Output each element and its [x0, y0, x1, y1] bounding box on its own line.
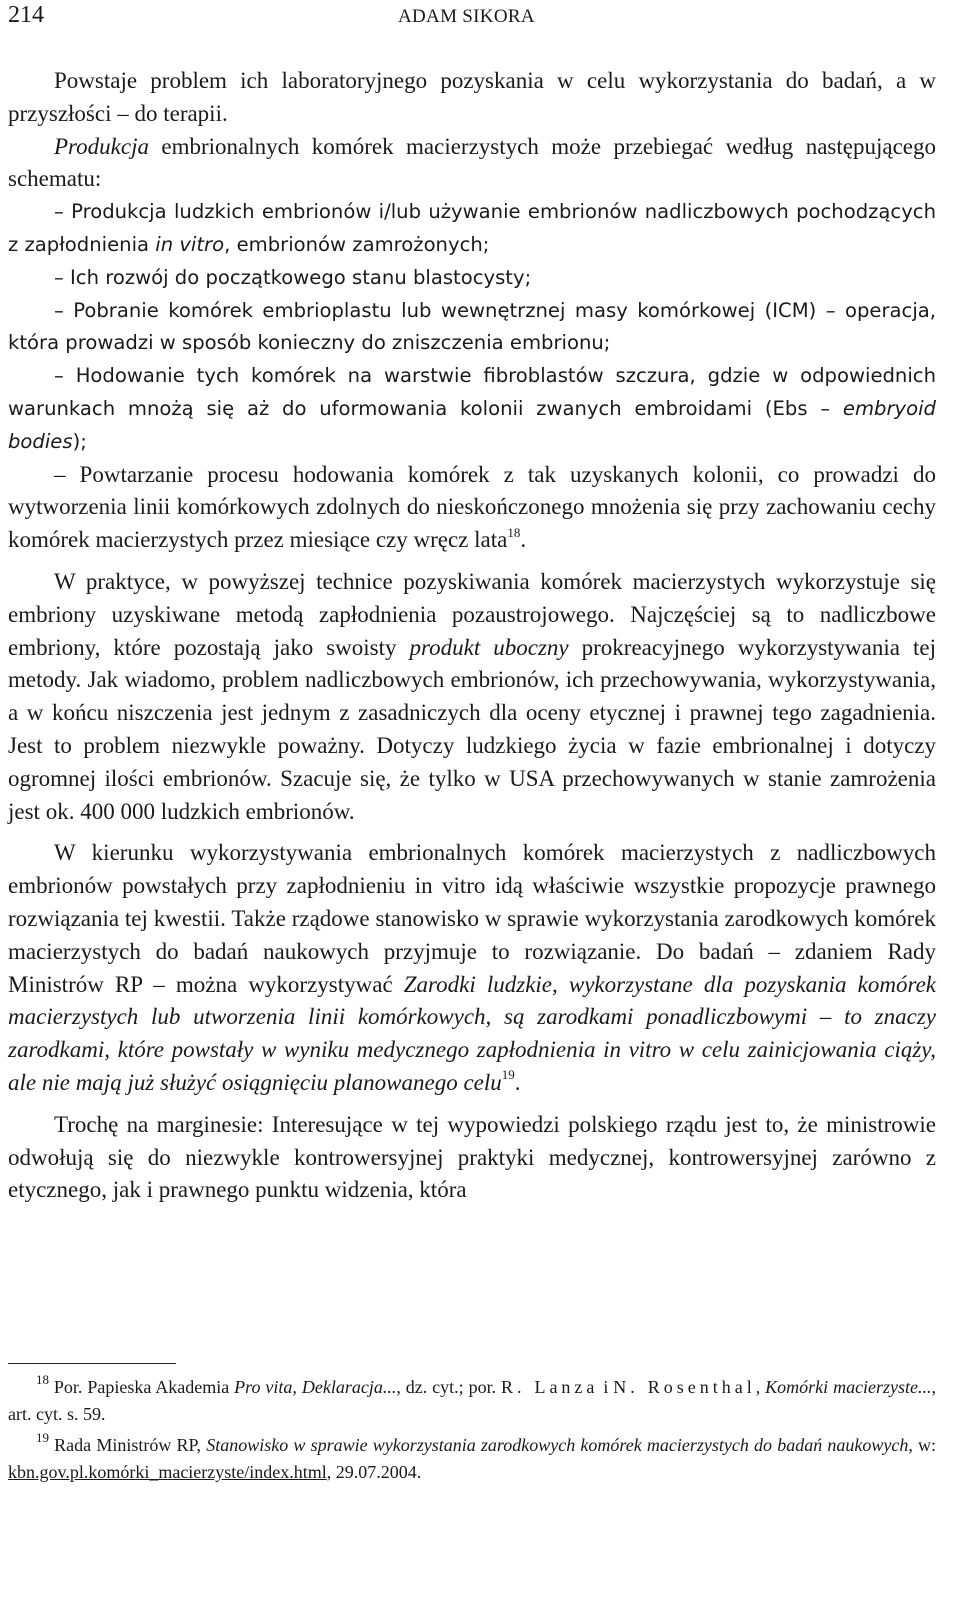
footnote-ref[interactable]: 18: [507, 524, 521, 540]
emphasis: in vitro: [155, 232, 225, 256]
emphasis: produkt uboczny: [409, 634, 569, 660]
text-run: , w:: [908, 1435, 937, 1455]
process-list: [8, 196, 936, 458]
author-name: R. Lanza: [501, 1377, 599, 1397]
paragraph-3: [8, 566, 936, 828]
text-run: W kierunku wykorzystywania embrionalnych komórek macierzystych z nadliczbowych embrionów powstałych przy zapłodnieniu in vitro idą właściwie wszystkie propozycje prawnego rozwiązania tej kwestii. Także rządowe stanowisko w sprawie wykorzystania zarodkowych komórek macierzystych do badań naukowych przyjmuje to rozwiązanie. Do badań – zdaniem Rady Ministrów RP – można wykorzystywać: [8, 840, 936, 997]
text-run: , dz. cyt.; por.: [396, 1377, 502, 1397]
text-run: – Produkcja ludzkich embrionów i/lub używanie embrionów nadliczbowych pochodzących z zapłodnienia: [8, 200, 936, 256]
paragraph-4: [8, 837, 936, 1099]
footnotes: [8, 1374, 936, 1490]
author-name: N. Rosenthal: [613, 1377, 756, 1397]
text-run: embrionalnych komórek macierzystych może przebiegać według następującego schematu:: [8, 133, 936, 192]
paragraph-2: [8, 131, 936, 197]
text-run: .: [520, 527, 527, 553]
text-run: Por. Papieska Akademia: [49, 1377, 235, 1397]
quotation: Zarodki ludzkie, wykorzystane dla pozyskania komórek macierzystych lub utworzenia linii komórkowych, są zarodkami ponadliczbowymi – to znaczy zarodkami, które powstały w wyniku medycznego zapłodnienia in vitro w celu zainicjowania ciąży, ale nie mają już służyć osiągnięciu planowanego celu: [8, 971, 936, 1095]
document-page: [8, 0, 936, 1603]
source-link[interactable]: kbn.gov.pl.komórki_macierzyste/index.html: [8, 1462, 327, 1482]
page-header: [8, 2, 936, 36]
footnote-ref[interactable]: 19: [501, 1067, 515, 1083]
emphasis: Stanowisko w sprawie wykorzystania zarodkowych komórek macierzystych do badań naukowych: [206, 1435, 909, 1455]
list-item: – Ich rozwój do początkowego stanu blastocysty;: [54, 265, 532, 289]
footnote-number: 19: [36, 1430, 49, 1445]
list-item: – Pobranie komórek embrioplastu lub wewnętrznej masy komórkowej (ICM) – operacja, która prowadzi w sposób konieczny do zniszczenia embrionu;: [8, 298, 936, 355]
paragraph-5: Trochę na marginesie: Interesujące w tej wypowiedzi polskiego rządu jest to, że ministrowie odwołują się do niezwykle kontrowersyjnej praktyki medycznej, kontrowersyjnej zarówno z etycznego, jak i prawnego punktu widzenia, która: [8, 1111, 936, 1203]
footnote-19: [8, 1432, 936, 1486]
running-head: ADAM SIKORA: [398, 6, 535, 27]
text-run: , embrionów zamrożonych;: [224, 232, 490, 256]
text-run: .: [514, 1069, 521, 1095]
list-item: [8, 360, 936, 458]
footnote-18: [8, 1374, 936, 1428]
text-run: Rada Ministrów RP,: [49, 1435, 207, 1455]
text-run: ,: [755, 1377, 766, 1397]
text-run: i: [598, 1377, 614, 1397]
list-item: [8, 459, 936, 557]
footnote-number: 18: [36, 1372, 49, 1387]
text-run: prokreacyjnego wykorzystywania tej metody. Jak wiadomo, problem nadliczbowych embrionów, ich przechowywania, wykorzystywania, a w końcu niszczenia jest jednym z zasadniczych dla oceny etycznej i prawnej tego zagadnienia. Jest to problem niezwykle poważny. Dotyczy ludzkiego życia w fazie embrionalnej i dotyczy ogromnej ilości embrionów. Szacuje się, że tylko w USA przechowywanych w stanie zamrożenia jest ok. 400 000 ludzkich embrionów.: [8, 634, 936, 824]
emphasis: Produkcja: [54, 133, 149, 159]
text-run: , art. cyt. s. 59.: [8, 1377, 937, 1424]
emphasis: Pro vita, Deklaracja...: [234, 1377, 397, 1397]
page-number: 214: [8, 2, 44, 28]
emphasis: embryoid bodies: [8, 396, 936, 453]
footnote-divider: [8, 1363, 176, 1364]
paragraph-1: Powstaje problem ich laboratoryjnego pozyskania w celu wykorzystania do badań, a w przyszłości – do terapii.: [8, 68, 936, 126]
emphasis: Komórki macierzyste...: [765, 1377, 932, 1397]
list-item: [8, 196, 936, 262]
body-text: [8, 65, 936, 1207]
text-run: , 29.07.2004.: [326, 1462, 422, 1482]
text-run: W praktyce, w powyższej technice pozyskiwania komórek macierzystych wykorzystuje się embriony uzyskiwane metodą zapłodnienia pozaustrojowego. Najczęściej są to nadliczbowe embriony, które pozostają jako swoisty: [8, 568, 936, 660]
text-run: );: [72, 429, 87, 453]
text-run: – Powtarzanie procesu hodowania komórek z tak uzyskanych kolonii, co prowadzi do wytworzenia linii komórkowych zdolnych do nieskończonego mnożenia się przy zachowaniu cechy komórek macierzystych przez miesiące czy wręcz lata: [8, 461, 936, 553]
text-run: – Hodowanie tych komórek na warstwie fibroblastów szczura, gdzie w odpowiednich warunkach mnożą się aż do uformowania kolonii zwanych embroidami (Ebs –: [8, 364, 936, 420]
